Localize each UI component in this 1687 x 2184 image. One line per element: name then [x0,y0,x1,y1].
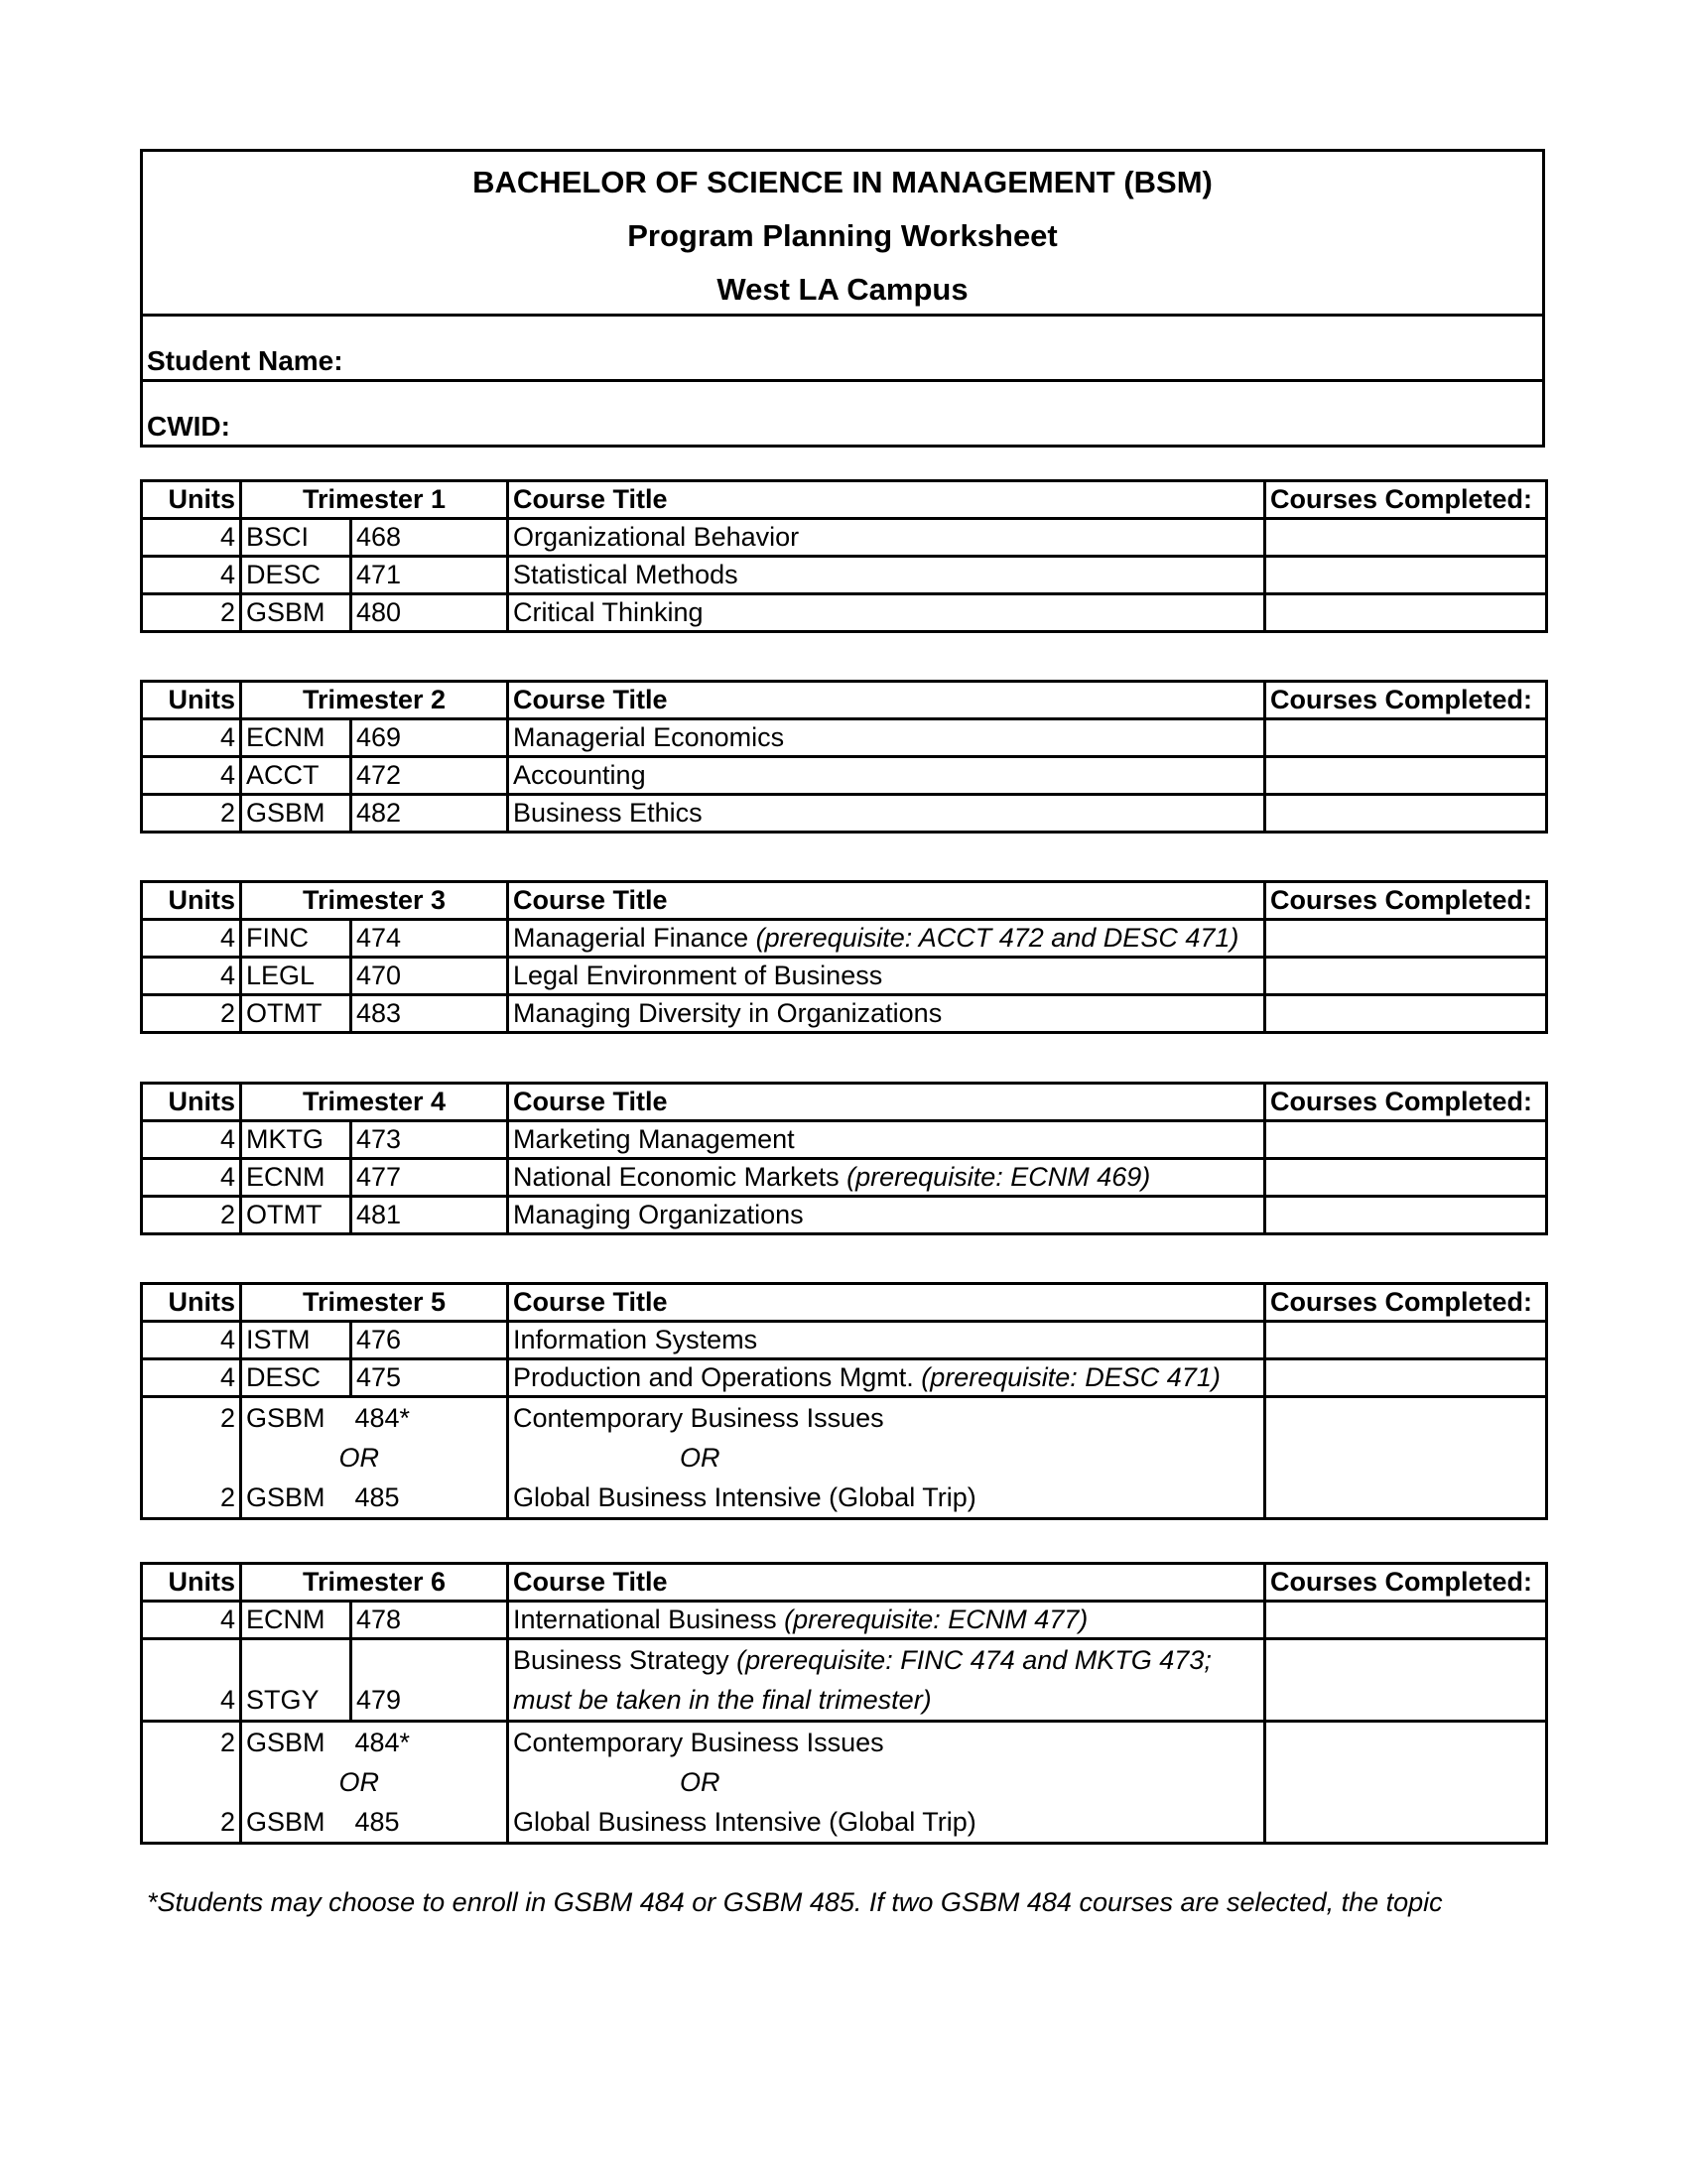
completed-header: Courses Completed: [1265,682,1547,719]
table-row [142,719,1547,757]
subject-cell: GSBM [241,795,351,833]
footnote: *Students may choose to enroll in GSBM 484 or GSBM 485. If two GSBM 484 courses are selected, the topic [147,1887,1443,1917]
units-cell: 4 [142,1322,241,1359]
subject-cell: GSBM [241,594,351,632]
title-cell [508,1159,1265,1197]
subject-cell [241,1639,351,1722]
trimester-4-table [140,1082,1548,1235]
subject-cell: DESC [241,1359,351,1397]
table-row [142,594,1547,632]
subject-cell: ECNM [241,719,351,757]
number-cell: 480 [351,594,508,632]
title-cell [508,1722,1265,1844]
course-title: Business Strategy [513,1645,737,1675]
units-header: Units [142,481,241,519]
title-cell: Organizational Behavior [508,519,1265,557]
units-header: Units [142,1284,241,1322]
units-header: Units [142,1564,241,1602]
title-cell: Accounting [508,757,1265,795]
completed-cell[interactable] [1265,1322,1547,1359]
subject-cell: FINC [241,920,351,958]
or-label: OR [338,1443,379,1473]
units-cell: 2 [142,594,241,632]
course-title-header: Course Title [508,1564,1265,1602]
completed-cell[interactable] [1265,958,1547,995]
trimester-6-table [140,1562,1548,1845]
title-cell: Legal Environment of Business [508,958,1265,995]
number-cell: 477 [351,1159,508,1197]
subject-cell [241,1397,351,1519]
campus-name: West LA Campus [716,272,969,307]
cwid-field[interactable] [143,379,1542,445]
units-header: Units [142,1084,241,1121]
table-row [142,958,1547,995]
units-header: Units [142,882,241,920]
course-title: Production and Operations Mgmt. [513,1362,922,1392]
student-name-field[interactable] [143,317,1542,379]
worksheet-header [140,149,1545,448]
units-cell: 4 [142,519,241,557]
completed-cell[interactable] [1265,557,1547,594]
trimester-header: Trimester 2 [241,682,508,719]
units-a: 2 [219,1728,235,1757]
or-label: OR [680,1767,720,1797]
number-cell [338,1397,508,1519]
number-cell [338,1722,508,1844]
units-cell [142,1397,241,1519]
completed-cell[interactable] [1265,1397,1547,1519]
units-cell: 4 [142,958,241,995]
title-cell: Critical Thinking [508,594,1265,632]
number-cell: 483 [351,995,508,1033]
table-row [142,1121,1547,1159]
units-cell: 2 [142,1197,241,1234]
units-cell: 4 [142,1159,241,1197]
course-title-header: Course Title [508,481,1265,519]
completed-cell[interactable] [1265,757,1547,795]
course-title-header: Course Title [508,1284,1265,1322]
completed-cell[interactable] [1265,1197,1547,1234]
prerequisite-note: (prerequisite: FINC 474 and MKTG 473; [736,1645,1212,1675]
completed-cell[interactable] [1265,719,1547,757]
completed-cell[interactable] [1265,1722,1547,1844]
title-cell: Business Ethics [508,795,1265,833]
title-a: Contemporary Business Issues [513,1728,884,1757]
completed-cell[interactable] [1265,594,1547,632]
title-b: Global Business Intensive (Global Trip) [513,1482,976,1512]
prerequisite-note: (prerequisite: ECNM 477) [784,1605,1089,1634]
completed-cell[interactable] [1265,519,1547,557]
subject-cell: ECNM [241,1602,351,1639]
completed-header: Courses Completed: [1265,1564,1547,1602]
units-cell: 2 [142,995,241,1033]
table-row [142,1639,1547,1722]
table-header-row [142,1284,1547,1322]
table-row [142,1322,1547,1359]
title-cell [508,1602,1265,1639]
subject-cell: MKTG [241,1121,351,1159]
table-row [142,1602,1547,1639]
course-title: International Business [513,1605,785,1634]
number-cell: 482 [351,795,508,833]
number-cell: 469 [351,719,508,757]
units-cell [142,1639,241,1722]
or-label: OR [338,1767,379,1797]
trimester-header: Trimester 3 [241,882,508,920]
units-b: 2 [219,1807,235,1837]
prerequisite-note: (prerequisite: ACCT 472 and DESC 471) [755,923,1239,953]
title-cell: Managing Diversity in Organizations [508,995,1265,1033]
trimester-header: Trimester 6 [241,1564,508,1602]
units-value: 4 [219,1685,235,1715]
table-header-row [142,882,1547,920]
subject-cell: OTMT [241,1197,351,1234]
number-cell [351,1639,508,1722]
completed-cell[interactable] [1265,995,1547,1033]
trimester-header: Trimester 1 [241,481,508,519]
trimester-header: Trimester 5 [241,1284,508,1322]
number-a: 484* [354,1728,411,1757]
title-b: Global Business Intensive (Global Trip) [513,1807,976,1837]
units-cell: 4 [142,920,241,958]
number-cell: 470 [351,958,508,995]
table-row [142,995,1547,1033]
trimester-3-table [140,880,1548,1034]
subject-cell: DESC [241,557,351,594]
program-title: BACHELOR OF SCIENCE IN MANAGEMENT (BSM) [472,165,1213,199]
subject-cell: LEGL [241,958,351,995]
student-name-label: Student Name: [147,345,343,376]
title-cell [508,1397,1265,1519]
units-cell: 2 [142,795,241,833]
completed-header: Courses Completed: [1265,481,1547,519]
subject-cell: ECNM [241,1159,351,1197]
trimester-header: Trimester 4 [241,1084,508,1121]
subject-a: GSBM [246,1728,325,1757]
subject-cell: OTMT [241,995,351,1033]
number-cell: 475 [351,1359,508,1397]
title-cell: Statistical Methods [508,557,1265,594]
number-cell: 472 [351,757,508,795]
title-a: Contemporary Business Issues [513,1403,884,1433]
trimester-2-table [140,680,1548,834]
table-row [142,920,1547,958]
units-a: 2 [219,1403,235,1433]
title-cell: Information Systems [508,1322,1265,1359]
subject-cell: BSCI [241,519,351,557]
subject-a: GSBM [246,1403,325,1433]
units-cell: 4 [142,1602,241,1639]
table-row [142,1359,1547,1397]
subject-b: GSBM [246,1482,325,1512]
trimester-5-table [140,1282,1548,1520]
subject-value: STGY [246,1685,320,1715]
course-title-header: Course Title [508,682,1265,719]
title-block [143,152,1542,317]
units-cell [142,1722,241,1844]
choice-row [142,1397,1547,1519]
table-row [142,757,1547,795]
table-row [142,519,1547,557]
cwid-label: CWID: [147,411,230,442]
worksheet-subtitle: Program Planning Worksheet [627,218,1058,253]
number-cell: 473 [351,1121,508,1159]
units-cell: 4 [142,557,241,594]
completed-header: Courses Completed: [1265,882,1547,920]
subject-cell: ISTM [241,1322,351,1359]
number-a: 484* [354,1403,411,1433]
choice-row [142,1722,1547,1844]
number-cell: 468 [351,519,508,557]
subject-b: GSBM [246,1807,325,1837]
completed-cell[interactable] [1265,1159,1547,1197]
table-row [142,795,1547,833]
completed-header: Courses Completed: [1265,1084,1547,1121]
number-cell: 476 [351,1322,508,1359]
course-title: National Economic Markets [513,1162,847,1192]
course-title-header: Course Title [508,882,1265,920]
units-header: Units [142,682,241,719]
title-cell: Managerial Economics [508,719,1265,757]
completed-header: Courses Completed: [1265,1284,1547,1322]
subject-cell [241,1722,351,1844]
table-header-row [142,682,1547,719]
number-b: 485 [354,1482,400,1512]
units-cell: 4 [142,1359,241,1397]
title-cell [508,920,1265,958]
title-cell: Managing Organizations [508,1197,1265,1234]
units-cell: 4 [142,719,241,757]
units-b: 2 [219,1482,235,1512]
number-cell: 481 [351,1197,508,1234]
or-label: OR [680,1443,720,1473]
table-header-row [142,481,1547,519]
prerequisite-note: (prerequisite: DESC 471) [921,1362,1221,1392]
course-title-header: Course Title [508,1084,1265,1121]
completed-cell[interactable] [1265,1602,1547,1639]
title-cell [508,1359,1265,1397]
trimester-1-table [140,479,1548,633]
number-cell: 478 [351,1602,508,1639]
table-header-row [142,1084,1547,1121]
course-title: Managerial Finance [513,923,756,953]
number-cell: 471 [351,557,508,594]
completed-cell[interactable] [1265,1639,1547,1722]
table-row [142,1197,1547,1234]
completed-cell[interactable] [1265,1121,1547,1159]
table-header-row [142,1564,1547,1602]
prerequisite-note-continued: must be taken in the final trimester) [513,1685,932,1715]
completed-cell[interactable] [1265,920,1547,958]
table-row [142,557,1547,594]
subject-cell: ACCT [241,757,351,795]
number-b: 485 [354,1807,400,1837]
units-cell: 4 [142,757,241,795]
table-row [142,1159,1547,1197]
completed-cell[interactable] [1265,1359,1547,1397]
completed-cell[interactable] [1265,795,1547,833]
title-cell [508,1639,1265,1722]
number-cell: 474 [351,920,508,958]
prerequisite-note: (prerequisite: ECNM 469) [846,1162,1151,1192]
units-cell: 4 [142,1121,241,1159]
number-value: 479 [356,1685,402,1715]
title-cell: Marketing Management [508,1121,1265,1159]
